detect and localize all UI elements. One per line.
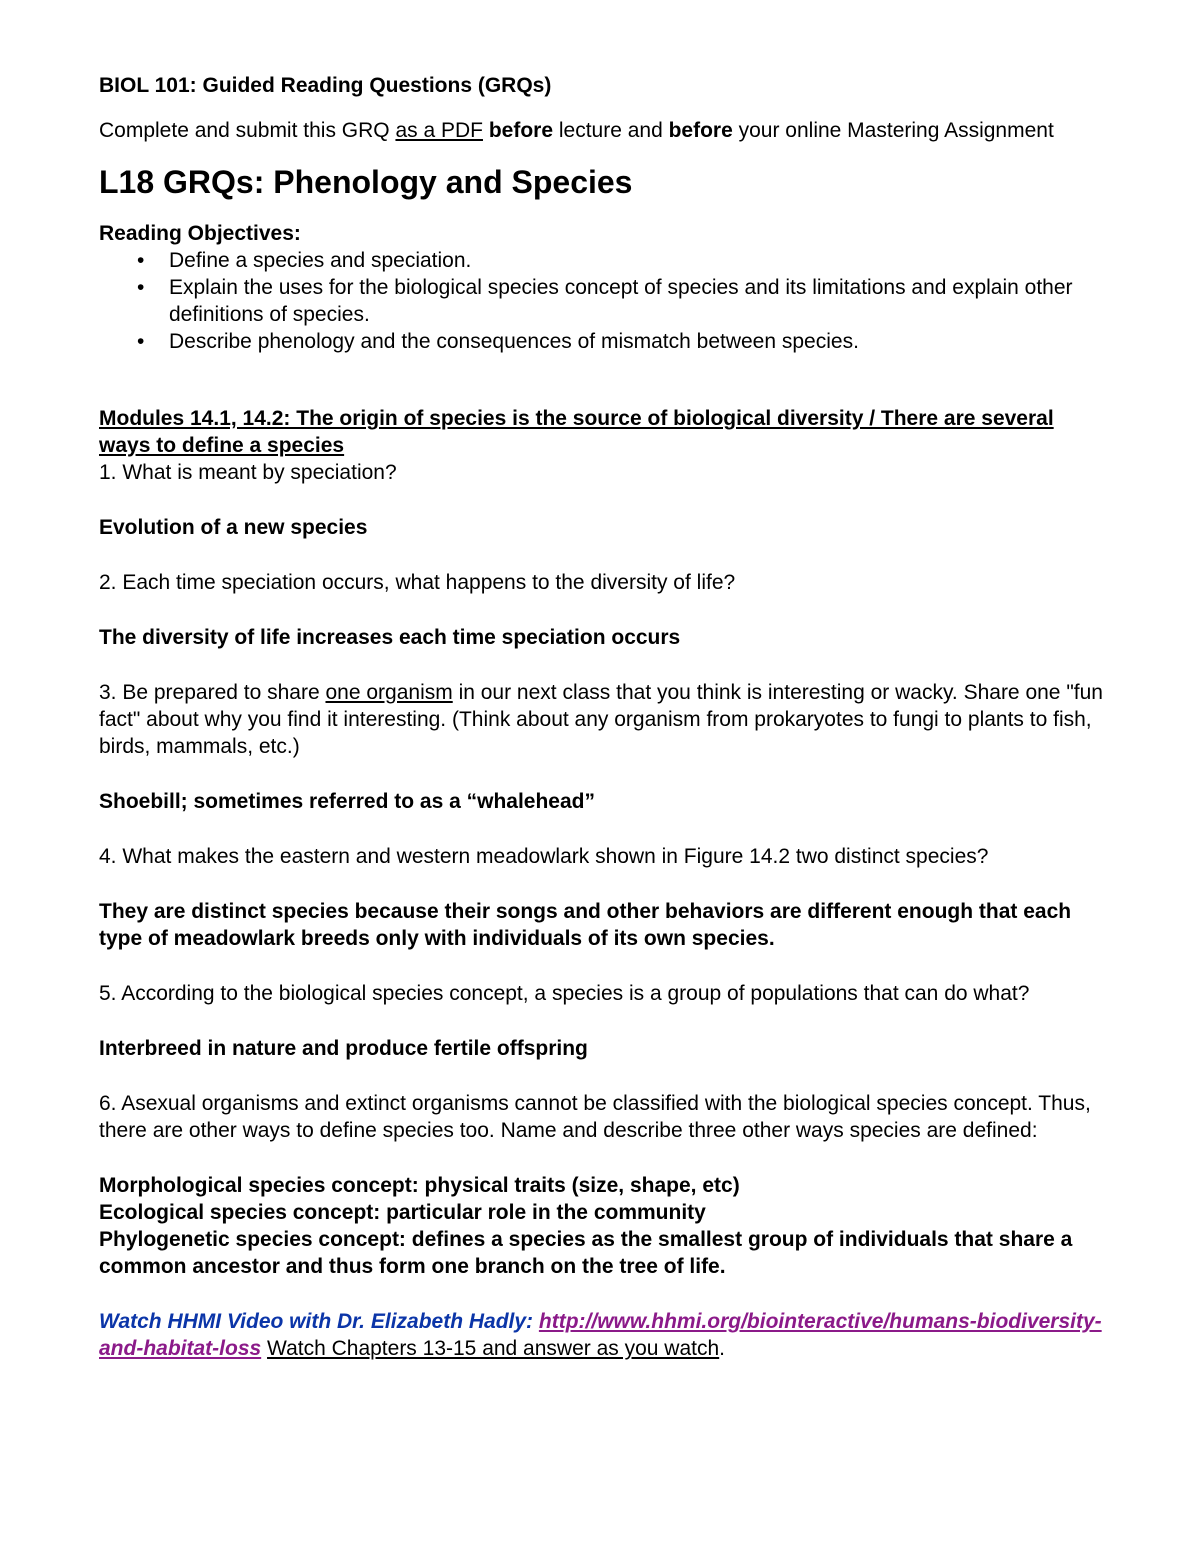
watch-instructions: Watch Chapters 13-15 and answer as you watch [267,1337,720,1360]
instructions-text-1: Complete and submit this GRQ [99,119,396,142]
document-content [99,72,1109,1362]
question-3-text-1: 3. Be prepared to share [99,681,326,704]
spacer [99,952,1109,980]
question-4: 4. What makes the eastern and western meadowlark shown in Figure 14.2 two distinct species? [99,845,989,868]
instructions-text-3: your online Mastering Assignment [732,119,1054,142]
question-5: 5. According to the biological species concept, a species is a group of populations that can do what? [99,982,1030,1005]
answer-4: They are distinct species because their songs and other behaviors are different enough that each type of meadowlark breeds only with individuals of its own species. [99,900,1072,950]
module-heading: Modules 14.1, 14.2: The origin of species is the source of biological diversity / There are several ways to define a species [99,407,1054,457]
answer-6-morphological: Morphological species concept: physical traits (size, shape, etc) [99,1174,740,1197]
spacer [99,486,1109,514]
objective-text: Define a species and speciation. [169,249,472,272]
answer-6-phylogenetic: Phylogenetic species concept: defines a species as the smallest group of individuals that share a common ancestor and thus form one branch on the tree of life. [99,1228,1073,1278]
page-title: L18 GRQs: Phenology and Species [99,164,633,200]
video-period: . [719,1337,726,1360]
objectives-list [99,247,1109,355]
answer-1: Evolution of a new species [99,516,368,539]
objective-item [99,247,1109,274]
answer-2: The diversity of life increases each time speciation occurs [99,626,681,649]
spacer [99,1144,1109,1172]
video-assignment [99,1308,1109,1362]
spacer [99,541,1109,569]
spacer [99,1007,1109,1035]
answer-6-ecological: Ecological species concept: particular role in the community [99,1201,706,1224]
spacer [99,1062,1109,1090]
question-1: 1. What is meant by speciation? [99,461,397,484]
instructions [99,117,1109,144]
bullet-icon: • [137,249,145,272]
before-emphasis-1: before [488,119,554,142]
answer-3: Shoebill; sometimes referred to as a “whalehead” [99,790,595,813]
objective-item [99,274,1109,328]
instructions-text-2: lecture and [553,119,669,142]
objectives-heading: Reading Objectives: [99,222,301,245]
video-label: Watch HHMI Video with Dr. Elizabeth Hadly: [99,1310,539,1333]
spacer [99,355,1109,405]
spacer [99,870,1109,898]
spacer [99,651,1109,679]
objective-item [99,328,1109,355]
course-title: BIOL 101: Guided Reading Questions (GRQs) [99,74,552,97]
answer-5: Interbreed in nature and produce fertile offspring [99,1037,588,1060]
pdf-format-note: as a PDF [395,119,483,142]
question-6: 6. Asexual organisms and extinct organisms cannot be classified with the biological species concept. Thus, there are other ways to define species too. Name and describe three other ways species are defined: [99,1092,1091,1142]
bullet-icon: • [137,330,145,353]
one-organism-emphasis: one organism [325,681,453,704]
spacer [99,760,1109,788]
before-emphasis-2: before [668,119,733,142]
hhmi-video-link[interactable]: http://www.hhmi.org/biointeractive/humans-biodiversity-and-habitat-loss [99,1310,1102,1360]
question-3 [99,679,1109,760]
bullet-icon: • [137,276,145,299]
spacer [99,596,1109,624]
spacer [99,1280,1109,1308]
objective-text: Describe phenology and the consequences of mismatch between species. [169,330,859,353]
objective-text: Explain the uses for the biological species concept of species and its limitations and explain other definitions of species. [169,276,1073,326]
question-3-text-2: in our next class that you think is interesting or wacky. Share one "fun fact" about why you find it interesting. (Think about any organism from prokaryotes to fungi to plants to fish, birds, mammals, etc.) [99,681,1103,758]
spacer [99,815,1109,843]
question-2: 2. Each time speciation occurs, what happens to the diversity of life? [99,571,736,594]
